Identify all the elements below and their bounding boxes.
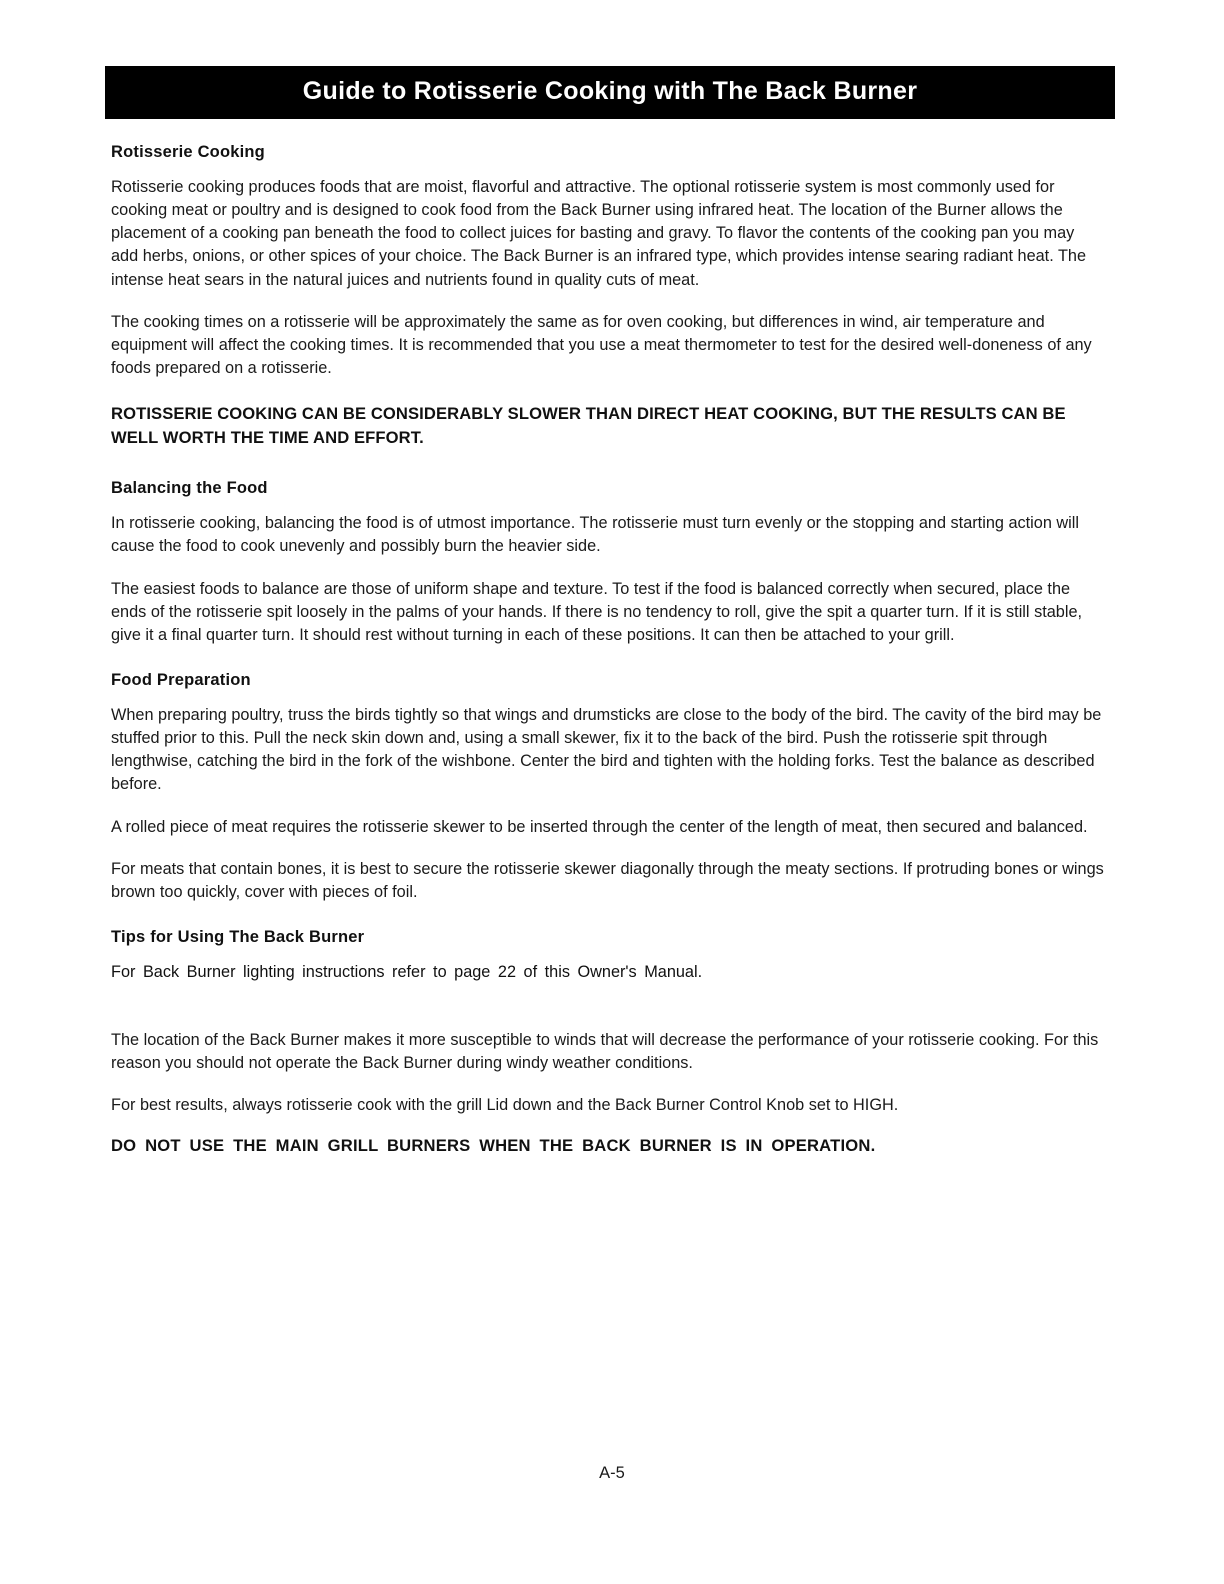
paragraph: For meats that contain bones, it is best to secure the rotisserie skewer diagonally through the meaty sections. If protruding bones or wings brown too quickly, cover with pieces of foil. [111, 859, 1104, 901]
section-heading-tips-for-using-the-back-burner: Tips for Using The Back Burner [111, 927, 365, 946]
document-body [105, 143, 1115, 1157]
warning-statement: DO NOT USE THE MAIN GRILL BURNERS WHEN THE BACK BURNER IS IN OPERATION. [111, 1135, 876, 1155]
paragraph: For best results, always rotisserie cook with the grill Lid down and the Back Burner Control Knob set to HIGH. [111, 1096, 899, 1115]
paragraph: A rolled piece of meat requires the rotisserie skewer to be inserted through the center of the length of meat, then secured and balanced. [111, 817, 1088, 836]
paragraph: The cooking times on a rotisserie will be approximately the same as for oven cooking, but differences in wind, air temperature and equipment will affect the cooking times. It is recommended that you use a meat thermometer to test for the desired well-doneness of any foods prepared on a rotisserie. [111, 312, 1092, 377]
page-title: Guide to Rotisserie Cooking with The Back Burner [105, 66, 1115, 119]
paragraph: Rotisserie cooking produces foods that are moist, flavorful and attractive. The optional rotisserie system is most commonly used for cooking meat or poultry and is designed to cook food from the Back Burner using infrared heat. The location of the Burner allows the placement of a cooking pan beneath the food to collect juices for basting and gravy. To flavor the contents of the cooking pan you may add herbs, onions, or other spices of your choice. The Back Burner is an infrared type, which provides intense searing radiant heat. The intense heat sears in the natural juices and nutrients found in quality cuts of meat. [111, 178, 1087, 289]
spacer [111, 1003, 1105, 1029]
paragraph: The location of the Back Burner makes it more susceptible to winds that will decrease the performance of your rotisserie cooking. For this reason you should not operate the Back Burner during windy weather conditions. [111, 1031, 1099, 1073]
paragraph: When preparing poultry, truss the birds tightly so that wings and drumsticks are close to the body of the bird. The cavity of the bird may be stuffed prior to this. Pull the neck skin down and, using a small skewer, fix it to the back of the bird. Push the rotisserie spit through lengthwise, catching the bird in the fork of the wishbone. Center the bird and tighten with the holding forks. Test the balance as described before. [111, 705, 1102, 794]
lighting-instructions-note: For Back Burner lighting instructions refer to page 22 of this Owner's Manual. [111, 962, 703, 981]
page-content [105, 66, 1115, 1176]
paragraph: The easiest foods to balance are those of uniform shape and texture. To test if the food is balanced correctly when secured, place the ends of the rotisserie spit loosely in the palms of your hands. If there is no tendency to roll, give the spit a quarter turn. If it is still stable, give it a final quarter turn. It should rest without turning in each of these positions. It can then be attached to your grill. [111, 579, 1083, 644]
section-heading-rotisserie-cooking: Rotisserie Cooking [111, 143, 265, 161]
section-heading-balancing-the-food: Balancing the Food [111, 479, 268, 498]
section-heading-food-preparation: Food Preparation [111, 670, 251, 689]
paragraph: In rotisserie cooking, balancing the food is of utmost importance. The rotisserie must turn evenly or the stopping and starting action will cause the food to cook unevenly and possibly burn the heavier side. [111, 514, 1080, 556]
page-number: A-5 [599, 1464, 625, 1482]
emphasis-statement: ROTISSERIE COOKING CAN BE CONSIDERABLY SLOWER THAN DIRECT HEAT COOKING, BUT THE RESULTS CAN BE WELL WORTH THE TIME AND EFFORT. [111, 404, 1066, 447]
